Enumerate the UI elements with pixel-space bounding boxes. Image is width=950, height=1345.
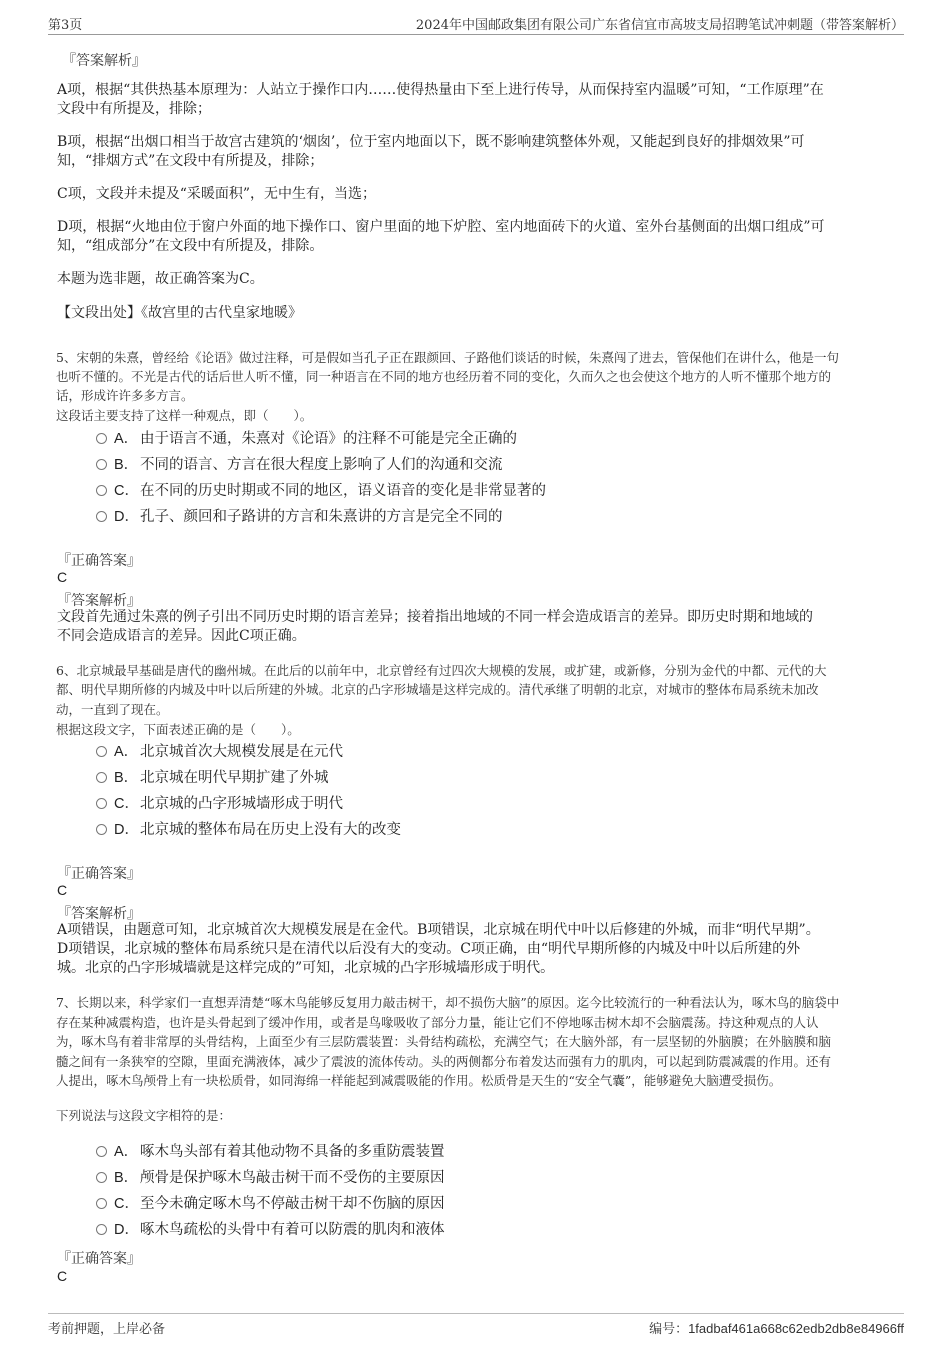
q6-option-c[interactable]: C．北京城的凸字形城墙形成于明代 xyxy=(96,794,343,814)
footer-slogan: 考前押题，上岸必备 xyxy=(48,1322,166,1337)
q7-question: 下列说法与这段文字相符的是： xyxy=(56,1108,232,1123)
radio-icon[interactable] xyxy=(96,433,107,444)
radio-icon[interactable] xyxy=(96,1198,107,1209)
q5-analysis-1: 文段首先通过朱熹的例子引出不同历史时期的语言差异；接着指出地域的不同一样会造成语言的差异。即历史时期和地域的 xyxy=(57,609,813,625)
q6-option-d[interactable]: D．北京城的整体布局在历史上没有大的改变 xyxy=(96,820,401,840)
q5-option-b[interactable]: B． 不同的语言、方言在很大程度上影响了人们的沟通和交流 xyxy=(96,455,503,475)
page-header xyxy=(48,12,904,35)
q5-answer: C xyxy=(57,569,68,585)
q6-stem-2: 都、明代早期所修的内城及中叶以后所建的外城。北京的凸字形城墙是这样完成的。清代承继了明朝的北京，对城市的整体布局系统未加改 xyxy=(56,682,819,697)
q5-stem-2: 也听不懂的。不光是古代的话后世人听不懂，同一种语言在不同的地方也经历着不同的变化，久而久之也会使这个地方的人听不懂那个地方的 xyxy=(56,369,832,384)
q4-analysis-d-1: D项，根据“火地由位于窗户外面的地下操作口、窗户里面的地下炉腔、室内地面砖下的火道、室外台基侧面的出烟口组成”可 xyxy=(57,219,825,235)
q7-stem-4: 髓之间有一条狭窄的空隙，里面充满液体，减少了震波的流体传动。头的两侧都分布着发达而强有力的肌肉，可以起到防震减震的作用。还有 xyxy=(56,1054,832,1069)
q6-analysis-title: 『答案解析』 xyxy=(57,906,141,922)
radio-icon[interactable] xyxy=(96,1146,107,1157)
q6-analysis-2: D项错误，北京城的整体布局系统只是在清代以后没有大的变动。C项正确，由“明代早期所修的内城及中叶以后所建的外 xyxy=(57,941,801,957)
q4-source: 【文段出处】《故宫里的古代皇家地暖》 xyxy=(57,305,302,321)
q7-answer-title: 『正确答案』 xyxy=(57,1251,141,1267)
q6-stem-1: 6、北京城最早基础是唐代的幽州城。在此后的以前年中，北京曾经有过四次大规模的发展，或扩建，或新修，分别为金代的中都、元代的大 xyxy=(56,663,827,678)
radio-icon[interactable] xyxy=(96,485,107,496)
q7-stem-3: 为，啄木鸟有着非常厚的头骨结构，上面至少有三层防震装置：头骨结构疏松，充满空气；在大脑外部，有一层坚韧的外脑膜；在外脑膜和脑 xyxy=(56,1034,832,1049)
radio-icon[interactable] xyxy=(96,798,107,809)
q6-option-a[interactable]: A． 北京城首次大规模发展是在元代 xyxy=(96,742,343,762)
q5-analysis-2: 不同会造成语言的差异。因此C项正确。 xyxy=(57,628,306,644)
radio-icon[interactable] xyxy=(96,772,107,783)
q5-analysis-title: 『答案解析』 xyxy=(57,593,141,609)
q7-stem-5: 人提出，啄木鸟颅骨上有一块松质骨，如同海绵一样能起到减震吸能的作用。松质骨是天生的“安全气囊”，能够避免大脑遭受损伤。 xyxy=(56,1073,782,1088)
q7-option-b[interactable]: B． 颅骨是保护啄木鸟敲击树干而不受伤的主要原因 xyxy=(96,1168,445,1188)
q5-stem-3: 话，形成许许多多方言。 xyxy=(56,388,194,403)
q6-option-b[interactable]: B． 北京城在明代早期扩建了外城 xyxy=(96,768,329,788)
q7-option-a[interactable]: A． 啄木鸟头部有着其他动物不具备的多重防震装置 xyxy=(96,1142,445,1162)
q4-analysis-a-1: A项，根据“其供热基本原理为：人站立于操作口内……使得热量由下至上进行传导，从而保持室内温暖”可知，“工作原理”在 xyxy=(57,82,824,98)
q6-analysis-1: A项错误，由题意可知，北京城首次大规模发展是在金代。B项错误，北京城在明代中叶以后修建的外城，而非“明代早期”。 xyxy=(57,922,820,938)
q5-option-d[interactable]: D．孔子、颜回和子路讲的方言和朱熹讲的方言是完全不同的 xyxy=(96,507,503,527)
q4-analysis-b-2: 知，“排烟方式”在文段中有所提及，排除； xyxy=(57,153,324,169)
q7-option-c[interactable]: C．至今未确定啄木鸟不停敲击树干却不伤脑的原因 xyxy=(96,1194,445,1214)
q6-question: 根据这段文字，下面表述正确的是（ ）。 xyxy=(56,722,300,737)
q5-question: 这段话主要支持了这样一种观点，即（ ）。 xyxy=(56,408,313,423)
q7-stem-1: 7、长期以来，科学家们一直想弄清楚“啄木鸟能够反复用力敲击树干，却不损伤大脑”的原因。迄今比较流行的一种看法认为，啄木鸟的脑袋中 xyxy=(56,995,840,1010)
radio-icon[interactable] xyxy=(96,824,107,835)
q7-answer: C xyxy=(57,1268,68,1284)
q4-conclusion: 本题为选非题，故正确答案为C。 xyxy=(57,271,264,287)
q6-answer-title: 『正确答案』 xyxy=(57,866,141,882)
q4-analysis-b-1: B项，根据“出烟口相当于故宫古建筑的‘烟囱’，位于室内地面以下，既不影响建筑整体外观，又能起到良好的排烟效果”可 xyxy=(57,134,805,150)
radio-icon[interactable] xyxy=(96,1172,107,1183)
q4-analysis-title: 『答案解析』 xyxy=(62,53,146,69)
q5-stem-1: 5、宋朝的朱熹，曾经给《论语》做过注释，可是假如当孔子正在跟颜回、子路他们谈话的时候，朱熹闯了进去，管保他们在讲什么，他是一句 xyxy=(56,350,839,365)
document-id: 编号：1fadbaf461a668c62edb2db8e84966ff xyxy=(649,1321,904,1336)
radio-icon[interactable] xyxy=(96,746,107,757)
q6-stem-3: 动，一直到了现在。 xyxy=(56,702,169,717)
q7-stem-2: 存在某种减震构造，也许是头骨起到了缓冲作用，或者是鸟喙吸收了部分力量，能让它们不停地啄击树木却不会脑震荡。持这种观点的人认 xyxy=(56,1015,819,1030)
q6-answer: C xyxy=(57,882,68,898)
q5-option-a[interactable]: A． 由于语言不通，朱熹对《论语》的注释不可能是完全正确的 xyxy=(96,429,517,449)
q4-analysis-a-2: 文段中有所提及，排除； xyxy=(57,101,211,117)
document-title: 2024年中国邮政集团有限公司广东省信宜市高坡支局招聘笔试冲刺题（带答案解析） xyxy=(415,18,904,33)
radio-icon[interactable] xyxy=(96,1224,107,1235)
radio-icon[interactable] xyxy=(96,511,107,522)
page-footer xyxy=(48,1313,904,1336)
q5-option-c[interactable]: C．在不同的历史时期或不同的地区，语义语音的变化是非常显著的 xyxy=(96,481,546,501)
page-number: 第3页 xyxy=(48,18,83,33)
q6-analysis-3: 城。北京的凸字形城墙就是这样完成的”可知，北京城的凸字形城墙形成于明代。 xyxy=(57,960,555,976)
radio-icon[interactable] xyxy=(96,459,107,470)
q7-option-d[interactable]: D．啄木鸟疏松的头骨中有着可以防震的肌肉和液体 xyxy=(96,1220,445,1240)
q4-analysis-c: C项，文段并未提及“采暖面积”，无中生有，当选； xyxy=(57,186,377,202)
q5-answer-title: 『正确答案』 xyxy=(57,553,141,569)
q4-analysis-d-2: 知，“组成部分”在文段中有所提及，排除。 xyxy=(57,238,324,254)
